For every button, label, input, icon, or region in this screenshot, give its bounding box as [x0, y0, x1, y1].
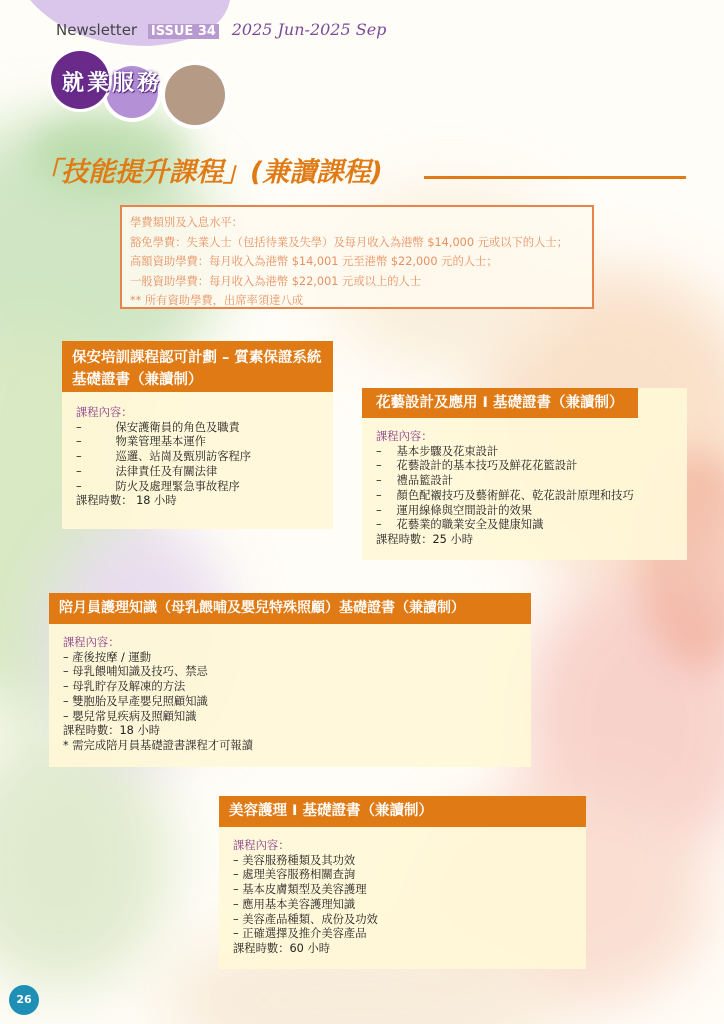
fee-line: ** 所有資助學費，出席率須達八成: [130, 294, 304, 308]
course-item: – 法律責任及有關法律: [76, 464, 218, 478]
course-item: – 巡邏、站崗及甄別訪客程序: [76, 450, 252, 464]
course-item: – 母乳貯存及解凍的方法: [63, 680, 186, 694]
course-item: – 運用線條與空間設計的效果: [376, 503, 533, 517]
course-item: – 物業管理基本運作: [76, 435, 206, 449]
course-item: – 正確選擇及推介美容產品: [233, 927, 367, 941]
page-title: 「技能提升課程」(兼讀課程): [34, 157, 383, 188]
course-item: – 母乳餵哺知識及技巧、禁忌: [63, 665, 208, 679]
course-content-label: 課程內容：: [233, 839, 290, 852]
fee-line: 學費類別及入息水平：: [130, 216, 243, 229]
course-title: 美容護理 I 基礎證書（兼讀制）: [219, 796, 586, 827]
newsletter-header: [56, 20, 386, 39]
fee-line: 豁免學費：失業人士（包括待業及失學）及每月收入為港幣 $14,000 元或以下的人士；: [130, 235, 568, 249]
course-content-label: 課程內容：: [376, 430, 433, 443]
fee-line: 高額資助學費：每月收入為港幣 $14,001 元至港幣 $22,000 元的人士；: [130, 255, 498, 269]
course-content-label: 課程內容：: [63, 636, 120, 649]
course-item: – 花藝設計的基本技巧及鮮花花籃設計: [376, 459, 578, 473]
course-item: – 美容服務種類及其功效: [233, 853, 356, 867]
course-item: – 美容產品種類、成份及功效: [233, 912, 378, 926]
issue-badge: ISSUE 34: [148, 24, 219, 39]
course-body: [219, 827, 586, 965]
course-title: 陪月員護理知識（母乳餵哺及嬰兒特殊照顧）基礎證書（兼讀制）: [49, 593, 531, 624]
date-range: 2025 Jun-2025 Sep: [231, 20, 387, 39]
course-item: – 處理美容服務相關查詢: [233, 868, 356, 882]
fee-info-box: [120, 205, 594, 309]
section-title: 就業服務: [62, 71, 163, 96]
course-card-beauty: [219, 796, 586, 969]
course-body: [62, 392, 333, 517]
course-item: – 基本皮膚類型及美容護理: [233, 883, 367, 897]
course-item: – 防火及處理緊急事故程序: [76, 479, 240, 493]
page-number: 26: [9, 985, 39, 1015]
course-item: – 應用基本美容護理知識: [233, 897, 356, 911]
course-body: [362, 418, 687, 556]
course-title: 花藝設計及應用 I 基礎證書（兼讀制）: [362, 388, 638, 418]
newsletter-label: Newsletter: [56, 21, 138, 39]
course-item: – 產後按摩 / 運動: [63, 650, 152, 664]
course-hours: 課程時數：18 小時: [63, 724, 161, 738]
course-item: – 嬰兒常見疾病及照顧知識: [63, 709, 197, 723]
course-card-floral: [362, 388, 687, 560]
course-hours: 課程時數： 18 小時: [76, 494, 177, 508]
course-title: 保安培訓課程認可計劃 – 質素保證系統基礎證書（兼讀制）: [62, 341, 333, 392]
course-note: * 需完成陪月員基礎證書課程才可報讀: [63, 738, 253, 752]
course-body: [49, 624, 531, 762]
course-card-postnatal: [49, 593, 531, 767]
course-item: – 雙胞胎及早產嬰兒照顧知識: [63, 694, 208, 708]
course-hours: 課程時數：25 小時: [376, 532, 474, 546]
course-item: – 禮品籃設計: [376, 474, 454, 488]
course-card-security: [62, 341, 333, 529]
course-item: – 顏色配襯技巧及藝術鮮花、乾花設計原理和技巧: [376, 488, 634, 502]
course-hours: 課程時數：60 小時: [233, 941, 331, 955]
title-underline: [424, 176, 686, 179]
fee-line: 一般資助學費：每月收入為港幣 $22,001 元或以上的人士: [130, 274, 422, 288]
course-item: – 花藝業的職業安全及健康知識: [376, 518, 544, 532]
course-content-label: 課程內容：: [76, 406, 133, 419]
course-item: – 基本步驟及花束設計: [376, 444, 499, 458]
course-item: – 保安護衛員的角色及職責: [76, 420, 240, 434]
